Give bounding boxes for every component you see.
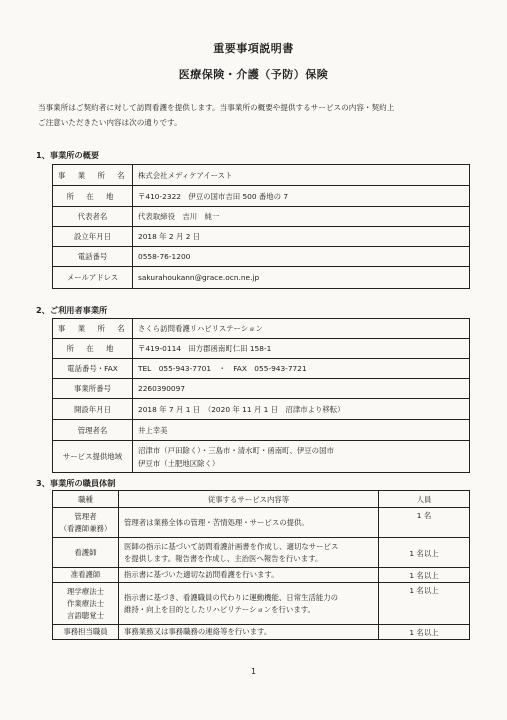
intro-line: ご注意いただきたい内容は次の通りです。 <box>38 118 182 127</box>
row-label: 設立年月日 <box>53 227 133 247</box>
role-line: 理学療法士 <box>67 586 104 596</box>
count-cell: 1 名 <box>379 508 470 538</box>
count-cell: 1 名以上 <box>379 538 470 568</box>
row-value <box>133 441 470 473</box>
table-row <box>53 319 470 339</box>
row-value: 井上幸美 <box>133 420 470 441</box>
table-row <box>53 420 470 441</box>
table-row <box>53 339 470 359</box>
row-label: 所 在 地 <box>53 186 133 207</box>
duty-line: 事務業務又は事務職務の連絡等を行います。 <box>124 627 272 636</box>
table-row <box>53 538 470 568</box>
table-header-row <box>53 491 470 508</box>
table-row <box>53 186 470 207</box>
row-value: 0558-76-1200 <box>133 247 470 267</box>
staff-structure-table <box>52 490 470 640</box>
table-row <box>53 227 470 247</box>
duty-line: 指示書に基づき、看護職員の代わりに運動機能、日常生活能力の <box>124 592 339 602</box>
duty-cell <box>119 568 379 583</box>
role-line: 事務担当職員 <box>63 627 108 636</box>
duty-cell <box>119 583 379 625</box>
table-row <box>53 568 470 583</box>
duty-line: 管理者は業務全体の管理・苦情処理・サービスの提供。 <box>124 517 309 527</box>
table-row <box>53 379 470 399</box>
intro-paragraph <box>38 100 478 130</box>
row-label: 事 業 所 名 <box>53 319 133 339</box>
row-label: 所 在 地 <box>53 339 133 359</box>
value-line: 伊豆市（土肥地区除く） <box>138 458 220 468</box>
value-line: 沼津市（戸田除く）・三島市・清水町・函南町、伊豆の国市 <box>138 445 334 455</box>
row-value: sakurahoukann@grace.ocn.ne.jp <box>133 267 470 289</box>
role-cell <box>53 568 119 583</box>
table-row <box>53 441 470 473</box>
row-label: 電話番号 <box>53 247 133 267</box>
row-value: 代表取締役 吉川 純一 <box>133 207 470 227</box>
row-value: 〒410-2322 伊豆の国市吉田 500 番地の 7 <box>133 186 470 207</box>
document-title: 重要事項説明書 <box>213 42 294 55</box>
section3-heading: 3、事業所の職員体制 <box>36 478 116 488</box>
table-row <box>53 399 470 420</box>
row-label: 管理者名 <box>53 420 133 441</box>
row-value: TEL 055-943-7701 ・ FAX 055-943-7721 <box>133 359 470 379</box>
row-label: 開設年月日 <box>53 399 133 420</box>
column-header-duty: 従事するサービス内容等 <box>119 491 379 508</box>
row-label: 電話番号・FAX <box>53 359 133 379</box>
role-line: （看護師兼務） <box>59 523 112 533</box>
office-overview-table <box>52 164 470 289</box>
row-label: 代表者名 <box>53 207 133 227</box>
row-value: さくら訪問看護リハビリステーション <box>133 319 470 339</box>
table-row <box>53 207 470 227</box>
page-number: 1 <box>250 667 257 676</box>
table-row <box>53 247 470 267</box>
duty-line: 医師の指示に基づいて訪問看護計画書を作成し、適切なサービス <box>124 541 339 551</box>
row-value: 2018 年 7 月 1 日 （2020 年 11 月 1 日 沼津市より移転） <box>133 399 470 420</box>
row-label: 事 業 所 名 <box>53 165 133 186</box>
document-subtitle: 医療保険・介護（予防）保険 <box>178 68 329 81</box>
table-row <box>53 583 470 625</box>
role-line: 准看護師 <box>70 570 101 579</box>
section1-heading: 1、事業所の概要 <box>36 150 100 160</box>
duty-line: 指示書に基づいた適切な訪問看護を行います。 <box>124 570 279 579</box>
row-value: 2260390097 <box>133 379 470 399</box>
row-label: メールアドレス <box>53 267 133 289</box>
count-cell: 1 名以上 <box>379 583 470 625</box>
column-header-count: 人員 <box>379 491 470 508</box>
role-line: 作業療法士 <box>67 598 104 608</box>
count-cell: 1 名以上 <box>379 568 470 583</box>
duty-cell <box>119 538 379 568</box>
row-value: 〒419-0114 田方郡函南町仁田 158-1 <box>133 339 470 359</box>
intro-line: 当事業所はご契約者に対して訪問看護を提供します。当事業所の概要や提供するサービスの内容・契約上 <box>38 103 395 112</box>
role-cell <box>53 625 119 640</box>
duty-cell <box>119 508 379 538</box>
row-label: 事業所番号 <box>53 379 133 399</box>
table-row <box>53 165 470 186</box>
duty-line: を提供します。報告書を作成し、主治医へ報告を行います。 <box>124 553 323 563</box>
row-value: 2018 年 2 月 2 日 <box>133 227 470 247</box>
role-line: 管理者 <box>74 511 97 521</box>
role-cell <box>53 583 119 625</box>
role-line: 言語聴覚士 <box>67 610 104 620</box>
table-row <box>53 508 470 538</box>
column-header-role: 職種 <box>53 491 119 508</box>
table-row <box>53 267 470 289</box>
service-office-table <box>52 318 470 473</box>
section2-heading: 2、ご利用者事業所 <box>36 305 108 315</box>
duty-cell <box>119 625 379 640</box>
role-cell <box>53 508 119 538</box>
table-row <box>53 359 470 379</box>
role-cell <box>53 538 119 568</box>
row-value: 株式会社メディケアイースト <box>133 165 470 186</box>
count-cell: 1 名以上 <box>379 625 470 640</box>
table-row <box>53 625 470 640</box>
role-line: 看護師 <box>74 547 97 557</box>
duty-line: 維持・向上を目的としたリハビリテーションを行います。 <box>124 604 315 614</box>
row-label: サービス提供地域 <box>53 441 133 473</box>
